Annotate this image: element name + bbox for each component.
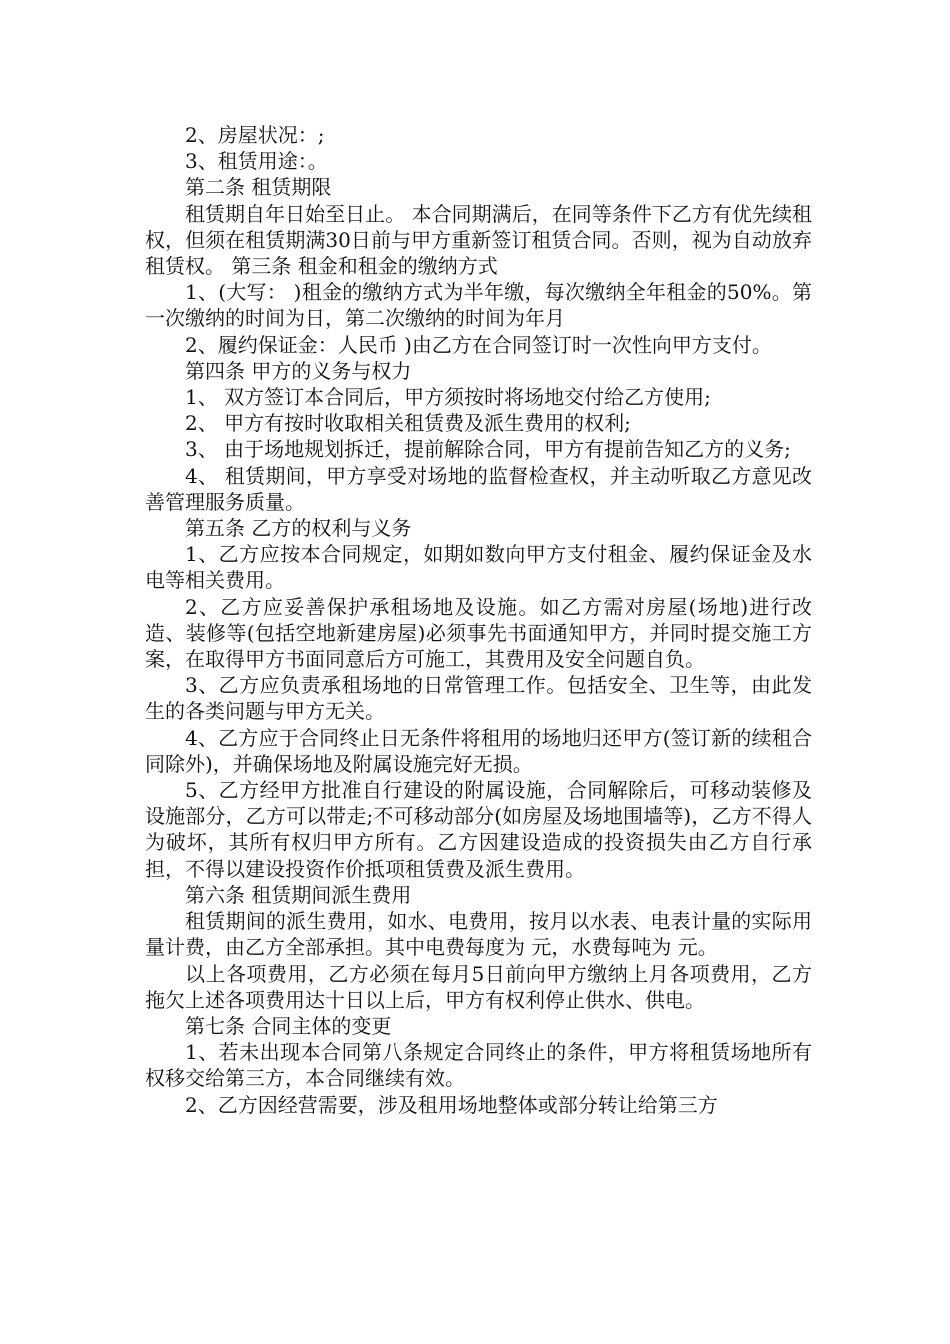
article-6-heading: 第六条 租赁期间派生费用	[185, 882, 412, 907]
article-5-item-3: 3、乙方应负责承租场地的日常管理工作。包括安全、卫生等，由此发生的各类问题与甲方无关。	[145, 673, 812, 724]
article-5-heading: 第五条 乙方的权利与义务	[185, 516, 412, 541]
article-5-item-2: 2、乙方应妥善保护承租场地及设施。如乙方需对房屋(场地)进行改造、装修等(包括空地新建房屋)必须事先书面通知甲方，并同时提交施工方案，在取得甲方书面同意后方可施工，其费用及安全问题自负。	[145, 594, 812, 672]
clause-house-condition: 2、房屋状况：;	[185, 123, 325, 147]
article-4-item-4: 4、 租赁期间，甲方享受对场地的监督检查权，并主动听取乙方意见改善管理服务质量。	[145, 463, 812, 514]
article-7-item-1: 1、若未出现本合同第八条规定合同终止的条件，甲方将租赁场地所有权移交给第三方，本合同继续有效。	[145, 1040, 812, 1091]
article-4-item-1: 1、 双方签订本合同后，甲方须按时将场地交付给乙方使用;	[185, 385, 711, 410]
clause-lease-purpose: 3、租赁用途：。	[185, 149, 328, 174]
article-2-body: 租赁期自年日始至日止。 本合同期满后，在同等条件下乙方有优先续租权，但须在租赁期满30日前与甲方重新签订租赁合同。否则，视为自动放弃租赁权。 第三条 租金和租金的缴纳方式	[145, 201, 812, 279]
article-7-item-2: 2、乙方因经营需要，涉及租用场地整体或部分转让给第三方	[185, 1092, 718, 1117]
article-5-item-1: 1、乙方应按本合同规定，如期如数向甲方支付租金、履约保证金及水电等相关费用。	[145, 542, 812, 593]
article-2-heading: 第二条 租赁期限	[185, 175, 332, 200]
article-3-item-1: 1、(大写： )租金的缴纳方式为半年缴，每次缴纳全年租金的50%。第一次缴纳的时间为日，第二次缴纳的时间为年月	[145, 280, 812, 331]
article-5-item-5: 5、乙方经甲方批准自行建设的附属设施，合同解除后，可移动装修及设施部分，乙方可以带走;不可移动部分(如房屋及场地围墙等)，乙方不得人为破坏，其所有权归甲方所有。乙方因建设造成的投资损失由乙方自行承担，不得以建设投资作价抵项租赁费及派生费用。	[145, 778, 812, 881]
article-5-item-4: 4、乙方应于合同终止日无条件将租用的场地归还甲方(签订新的续租合同除外)，并确保场地及附属设施完好无损。	[145, 725, 812, 776]
article-4-item-2: 2、 甲方有按时收取相关租赁费及派生费用的权利;	[185, 411, 631, 436]
article-3-item-2: 2、履约保证金：人民币 )由乙方在合同签订时一次性向甲方支付。	[185, 332, 772, 357]
article-7-heading: 第七条 合同主体的变更	[185, 1013, 392, 1038]
article-4-item-3: 3、 由于场地规划拆迁，提前解除合同，甲方有提前告知乙方的义务;	[185, 437, 791, 462]
article-6-body-2: 以上各项费用，乙方必须在每月5日前向甲方缴纳上月各项费用，乙方拖欠上述各项费用达十日以上后，甲方有权利停止供水、供电。	[145, 961, 812, 1012]
document-body	[145, 122, 812, 1118]
article-4-heading: 第四条 甲方的义务与权力	[185, 358, 412, 383]
article-6-body-1: 租赁期间的派生费用，如水、电费用，按月以水表、电表计量的实际用量计费，由乙方全部承担。其中电费每度为 元，水费每吨为 元。	[145, 909, 812, 960]
